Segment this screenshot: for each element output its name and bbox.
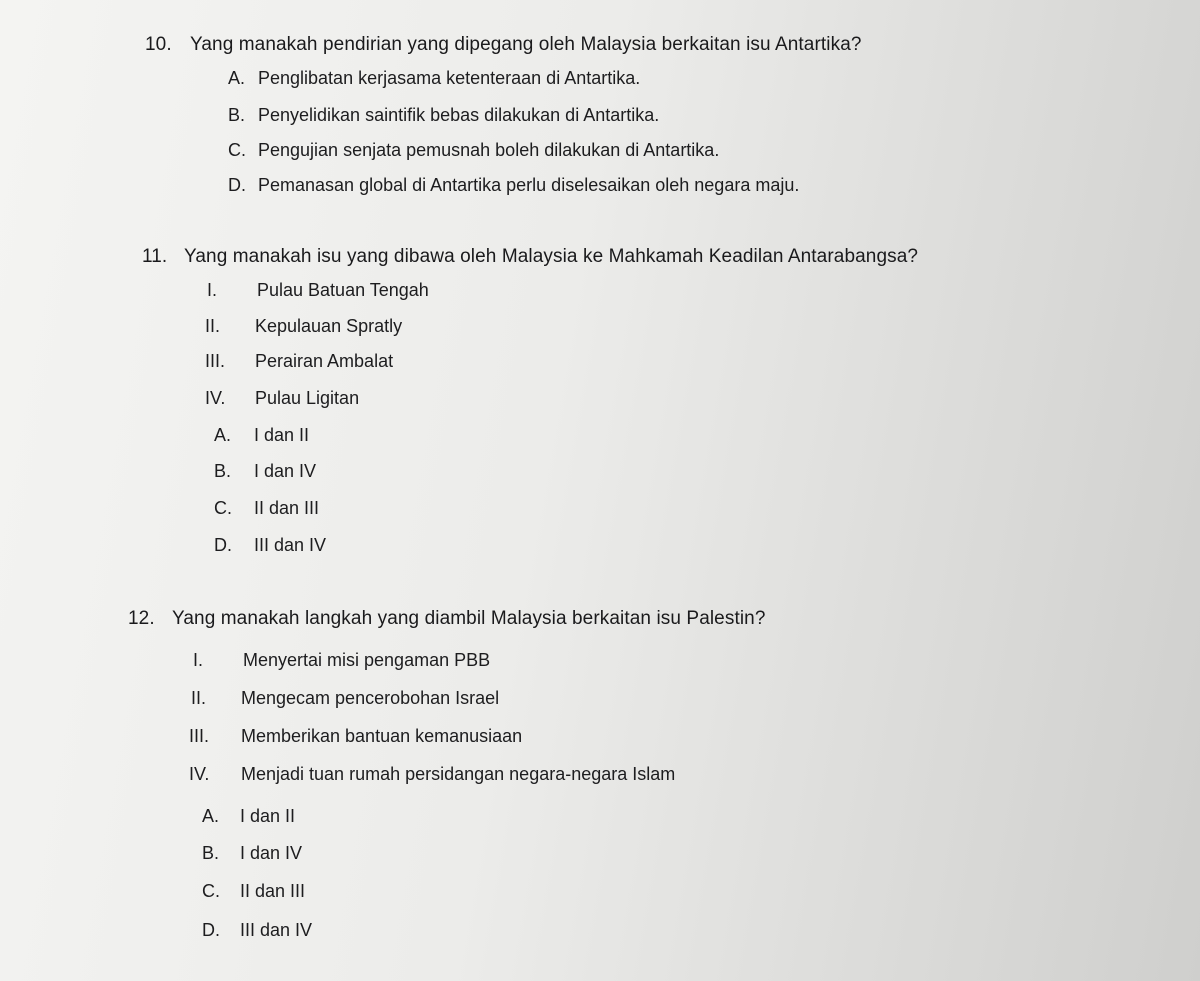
option-label: C. xyxy=(228,140,246,160)
statement-label: III. xyxy=(189,726,210,746)
option-label: A. xyxy=(202,806,220,826)
option-text: I dan IV xyxy=(240,843,303,863)
option-text: Penglibatan kerjasama ketenteraan di Antartika. xyxy=(258,68,641,88)
question-11-title xyxy=(142,246,918,268)
statement-label: II. xyxy=(191,688,207,708)
question-12-statement-2 xyxy=(191,688,499,709)
question-12-option-c xyxy=(202,881,305,902)
question-12-statement-1 xyxy=(193,650,490,671)
question-number: 12. xyxy=(128,608,155,629)
question-10-title xyxy=(145,34,862,56)
statement-label: I. xyxy=(207,280,218,300)
question-10-option-b xyxy=(228,105,659,126)
question-12-option-d xyxy=(202,920,312,941)
option-text: III dan IV xyxy=(240,920,313,940)
option-text: II dan III xyxy=(254,498,320,518)
option-label: D. xyxy=(214,535,232,555)
question-number: 10. xyxy=(145,34,172,55)
option-text: Penyelidikan saintifik bebas dilakukan di Antartika. xyxy=(258,105,660,125)
question-11-option-d xyxy=(214,535,326,556)
question-11-statement-3 xyxy=(205,351,393,372)
question-12-title xyxy=(128,608,765,630)
option-text: II dan III xyxy=(240,881,306,901)
question-12-option-b xyxy=(202,843,302,864)
question-11-option-a xyxy=(214,425,309,446)
question-10-option-c xyxy=(228,140,719,161)
option-text: Pemanasan global di Antartika perlu diselesaikan oleh negara maju. xyxy=(258,175,800,195)
option-label: B. xyxy=(228,105,246,125)
question-11-statement-4 xyxy=(205,388,359,409)
statement-text: Perairan Ambalat xyxy=(255,351,394,371)
question-11-option-b xyxy=(214,461,316,482)
question-11-option-c xyxy=(214,498,319,519)
option-label: D. xyxy=(228,175,246,195)
statement-label: III. xyxy=(205,351,226,371)
option-text: I dan IV xyxy=(254,461,317,481)
option-label: A. xyxy=(214,425,232,445)
option-label: B. xyxy=(202,843,220,863)
question-12-statement-3 xyxy=(189,726,522,747)
question-11-statement-1 xyxy=(207,280,429,301)
option-text: III dan IV xyxy=(254,535,327,555)
option-label: D. xyxy=(202,920,220,940)
statement-text: Pulau Ligitan xyxy=(255,388,360,408)
question-text: Yang manakah isu yang dibawa oleh Malaysia ke Mahkamah Keadilan Antarabangsa? xyxy=(184,246,919,267)
option-label: C. xyxy=(214,498,232,518)
question-text: Yang manakah pendirian yang dipegang oleh Malaysia berkaitan isu Antartika? xyxy=(190,34,862,55)
statement-text: Pulau Batuan Tengah xyxy=(257,280,429,300)
option-text: Pengujian senjata pemusnah boleh dilakukan di Antartika. xyxy=(258,140,720,160)
statement-label: I. xyxy=(193,650,204,670)
option-text: I dan II xyxy=(254,425,310,445)
statement-label: IV. xyxy=(205,388,226,408)
question-11-statement-2 xyxy=(205,316,402,337)
option-label: A. xyxy=(228,68,246,88)
question-text: Yang manakah langkah yang diambil Malaysia berkaitan isu Palestin? xyxy=(172,608,766,629)
statement-text: Menjadi tuan rumah persidangan negara-negara Islam xyxy=(241,764,676,784)
question-10-option-d xyxy=(228,175,799,196)
question-12-statement-4 xyxy=(189,764,675,785)
option-text: I dan II xyxy=(240,806,296,826)
question-number: 11. xyxy=(142,246,168,267)
option-label: B. xyxy=(214,461,232,481)
option-label: C. xyxy=(202,881,220,901)
statement-text: Menyertai misi pengaman PBB xyxy=(243,650,491,670)
statement-text: Mengecam pencerobohan Israel xyxy=(241,688,500,708)
question-12-option-a xyxy=(202,806,295,827)
statement-label: IV. xyxy=(189,764,210,784)
statement-label: II. xyxy=(205,316,221,336)
statement-text: Memberikan bantuan kemanusiaan xyxy=(241,726,523,746)
question-10-option-a xyxy=(228,68,640,89)
statement-text: Kepulauan Spratly xyxy=(255,316,403,336)
